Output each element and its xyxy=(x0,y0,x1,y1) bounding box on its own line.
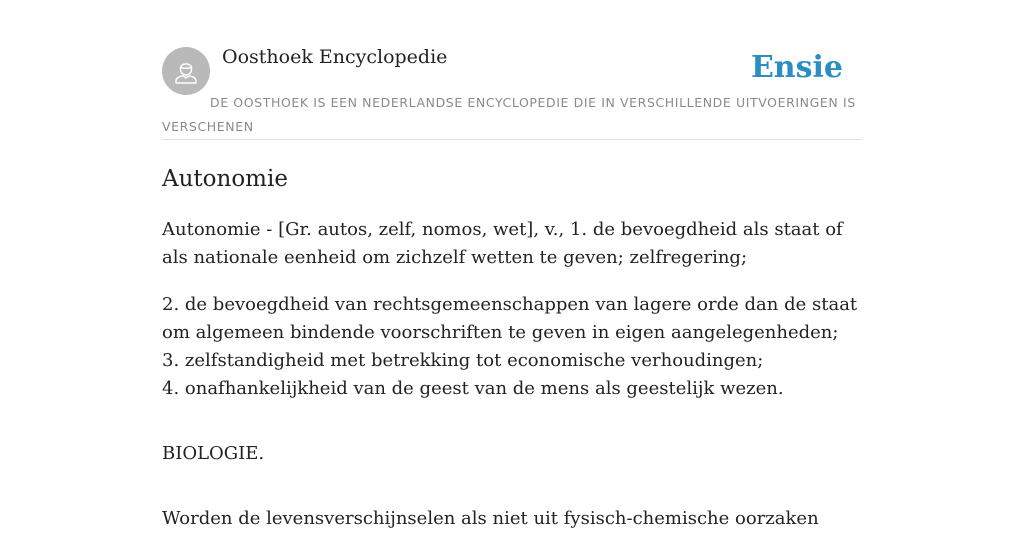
site-tagline: DE OOSTHOEK IS EEN NEDERLANDSE ENCYCLOPEDIE DIE IN VERSCHILLENDE UITVOERINGEN IS VERSCHENEN xyxy=(162,95,856,134)
site-name[interactable]: Oosthoek Encyclopedie xyxy=(222,46,448,68)
article-paragraph: 2. de bevoegdheid van rechtsgemeenschappen van lagere orde dan de staat om algemeen bindende voorschriften te geven in eigen aangelegenheden; 3. zelfstandigheid met betrekking tot economische verhoudingen; 4. onafhankelijkheid van de geest van de mens als geestelijk wezen. xyxy=(162,294,858,399)
article-paragraph: Worden de levensverschijnselen als niet uit fysisch-chemische oorzaken xyxy=(162,508,819,529)
article-title: Autonomie xyxy=(162,166,288,192)
avatar[interactable] xyxy=(162,47,210,95)
page-container xyxy=(162,0,862,552)
article xyxy=(162,140,862,533)
user-icon xyxy=(171,56,201,86)
article-paragraph: Autonomie - [Gr. autos, zelf, nomos, wet], v., 1. de bevoegdheid als staat of als nationale eenheid om zichzelf wetten te geven; zelfregering; xyxy=(162,219,843,268)
site-header xyxy=(162,0,862,140)
section-heading: BIOLOGIE. xyxy=(162,443,265,464)
brand-logo-link[interactable]: Ensie xyxy=(750,50,843,85)
